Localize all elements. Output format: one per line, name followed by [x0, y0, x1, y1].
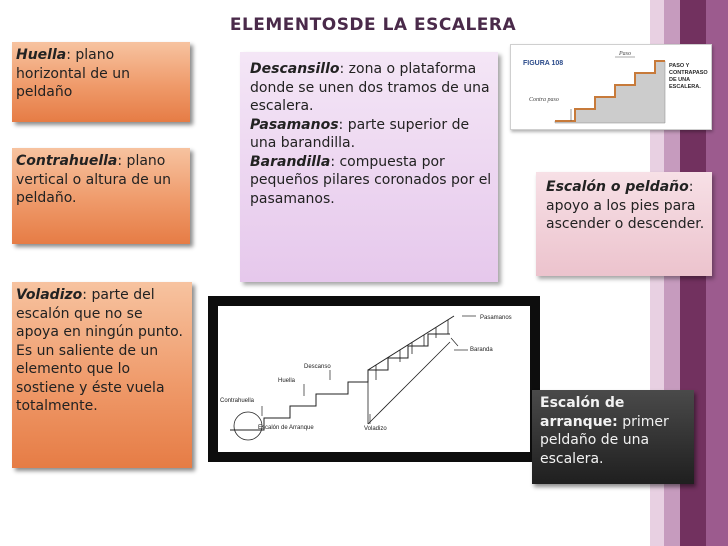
pasamanos-label: Pasamanos [480, 315, 512, 321]
descansillo-term: Descansillo [250, 61, 340, 77]
escalon-definition: : apoyo a los pies para ascender o descender. [546, 179, 705, 232]
voladizo-term: Voladizo [16, 287, 83, 303]
arranque-label: Escalón de Arranque [258, 425, 314, 431]
pasamanos-definition: : parte superior de una barandilla. [250, 116, 470, 151]
handrail-line [368, 316, 454, 370]
stair-diagram-drawing [218, 306, 530, 452]
figure-note: PASO Y CONTRAPASO DE UNA ESCALERA. [669, 63, 708, 90]
descansillo-box [240, 52, 498, 282]
contrahuella-box [12, 148, 190, 244]
barandilla-term: Barandilla [250, 153, 331, 170]
stair-underside [368, 342, 450, 424]
stair-diagram [218, 306, 530, 452]
figure-caption: FIGURA 108 [523, 60, 564, 67]
contrapaso-label: Contra paso [529, 97, 559, 103]
huella-label: Huella [278, 378, 296, 384]
stair-body [555, 61, 665, 123]
arranque-term: Escalón de arranque: [540, 395, 625, 430]
barandilla-definition: : compuesta por pequeños pilares coronados por el pasamanos. [250, 153, 492, 207]
baranda-arrow-2 [451, 338, 458, 346]
escalon-box [536, 172, 712, 276]
escalon-term: Escalón o peldaño [546, 179, 689, 195]
descanso-label: Descanso [304, 364, 331, 370]
contrahuella-term: Contrahuella [16, 153, 118, 169]
voladizo-label: Voladizo [364, 426, 387, 432]
baranda-label: Baranda [470, 347, 493, 353]
figure-108-image [510, 44, 712, 130]
stair-steps [230, 334, 450, 430]
arranque-box [532, 390, 694, 484]
page-title: ELEMENTOSDE LA ESCALERA [229, 15, 517, 35]
arranque-definition: primer peldaño de una escalera. [540, 413, 669, 467]
descansillo-definition: : zona o plataforma donde se unen dos tramos de una escalera. [250, 61, 490, 114]
paso-label: Paso [619, 51, 631, 57]
contrahuella-label: Contrahuella [220, 398, 255, 404]
stair-diagram-frame [208, 296, 540, 462]
huella-definition: : plano horizontal de un peldaño [16, 47, 130, 100]
pasamanos-term: Pasamanos [250, 116, 339, 133]
huella-term: Huella [16, 47, 67, 63]
huella-box [12, 42, 190, 122]
voladizo-definition: : parte del escalón que no se apoya en ningún punto. Es un saliente de un elemento que lo sostiene y éste vuela totalmente. [16, 287, 183, 414]
voladizo-box [12, 282, 192, 468]
contrahuella-definition: : plano vertical o altura de un peldaño. [16, 153, 171, 206]
